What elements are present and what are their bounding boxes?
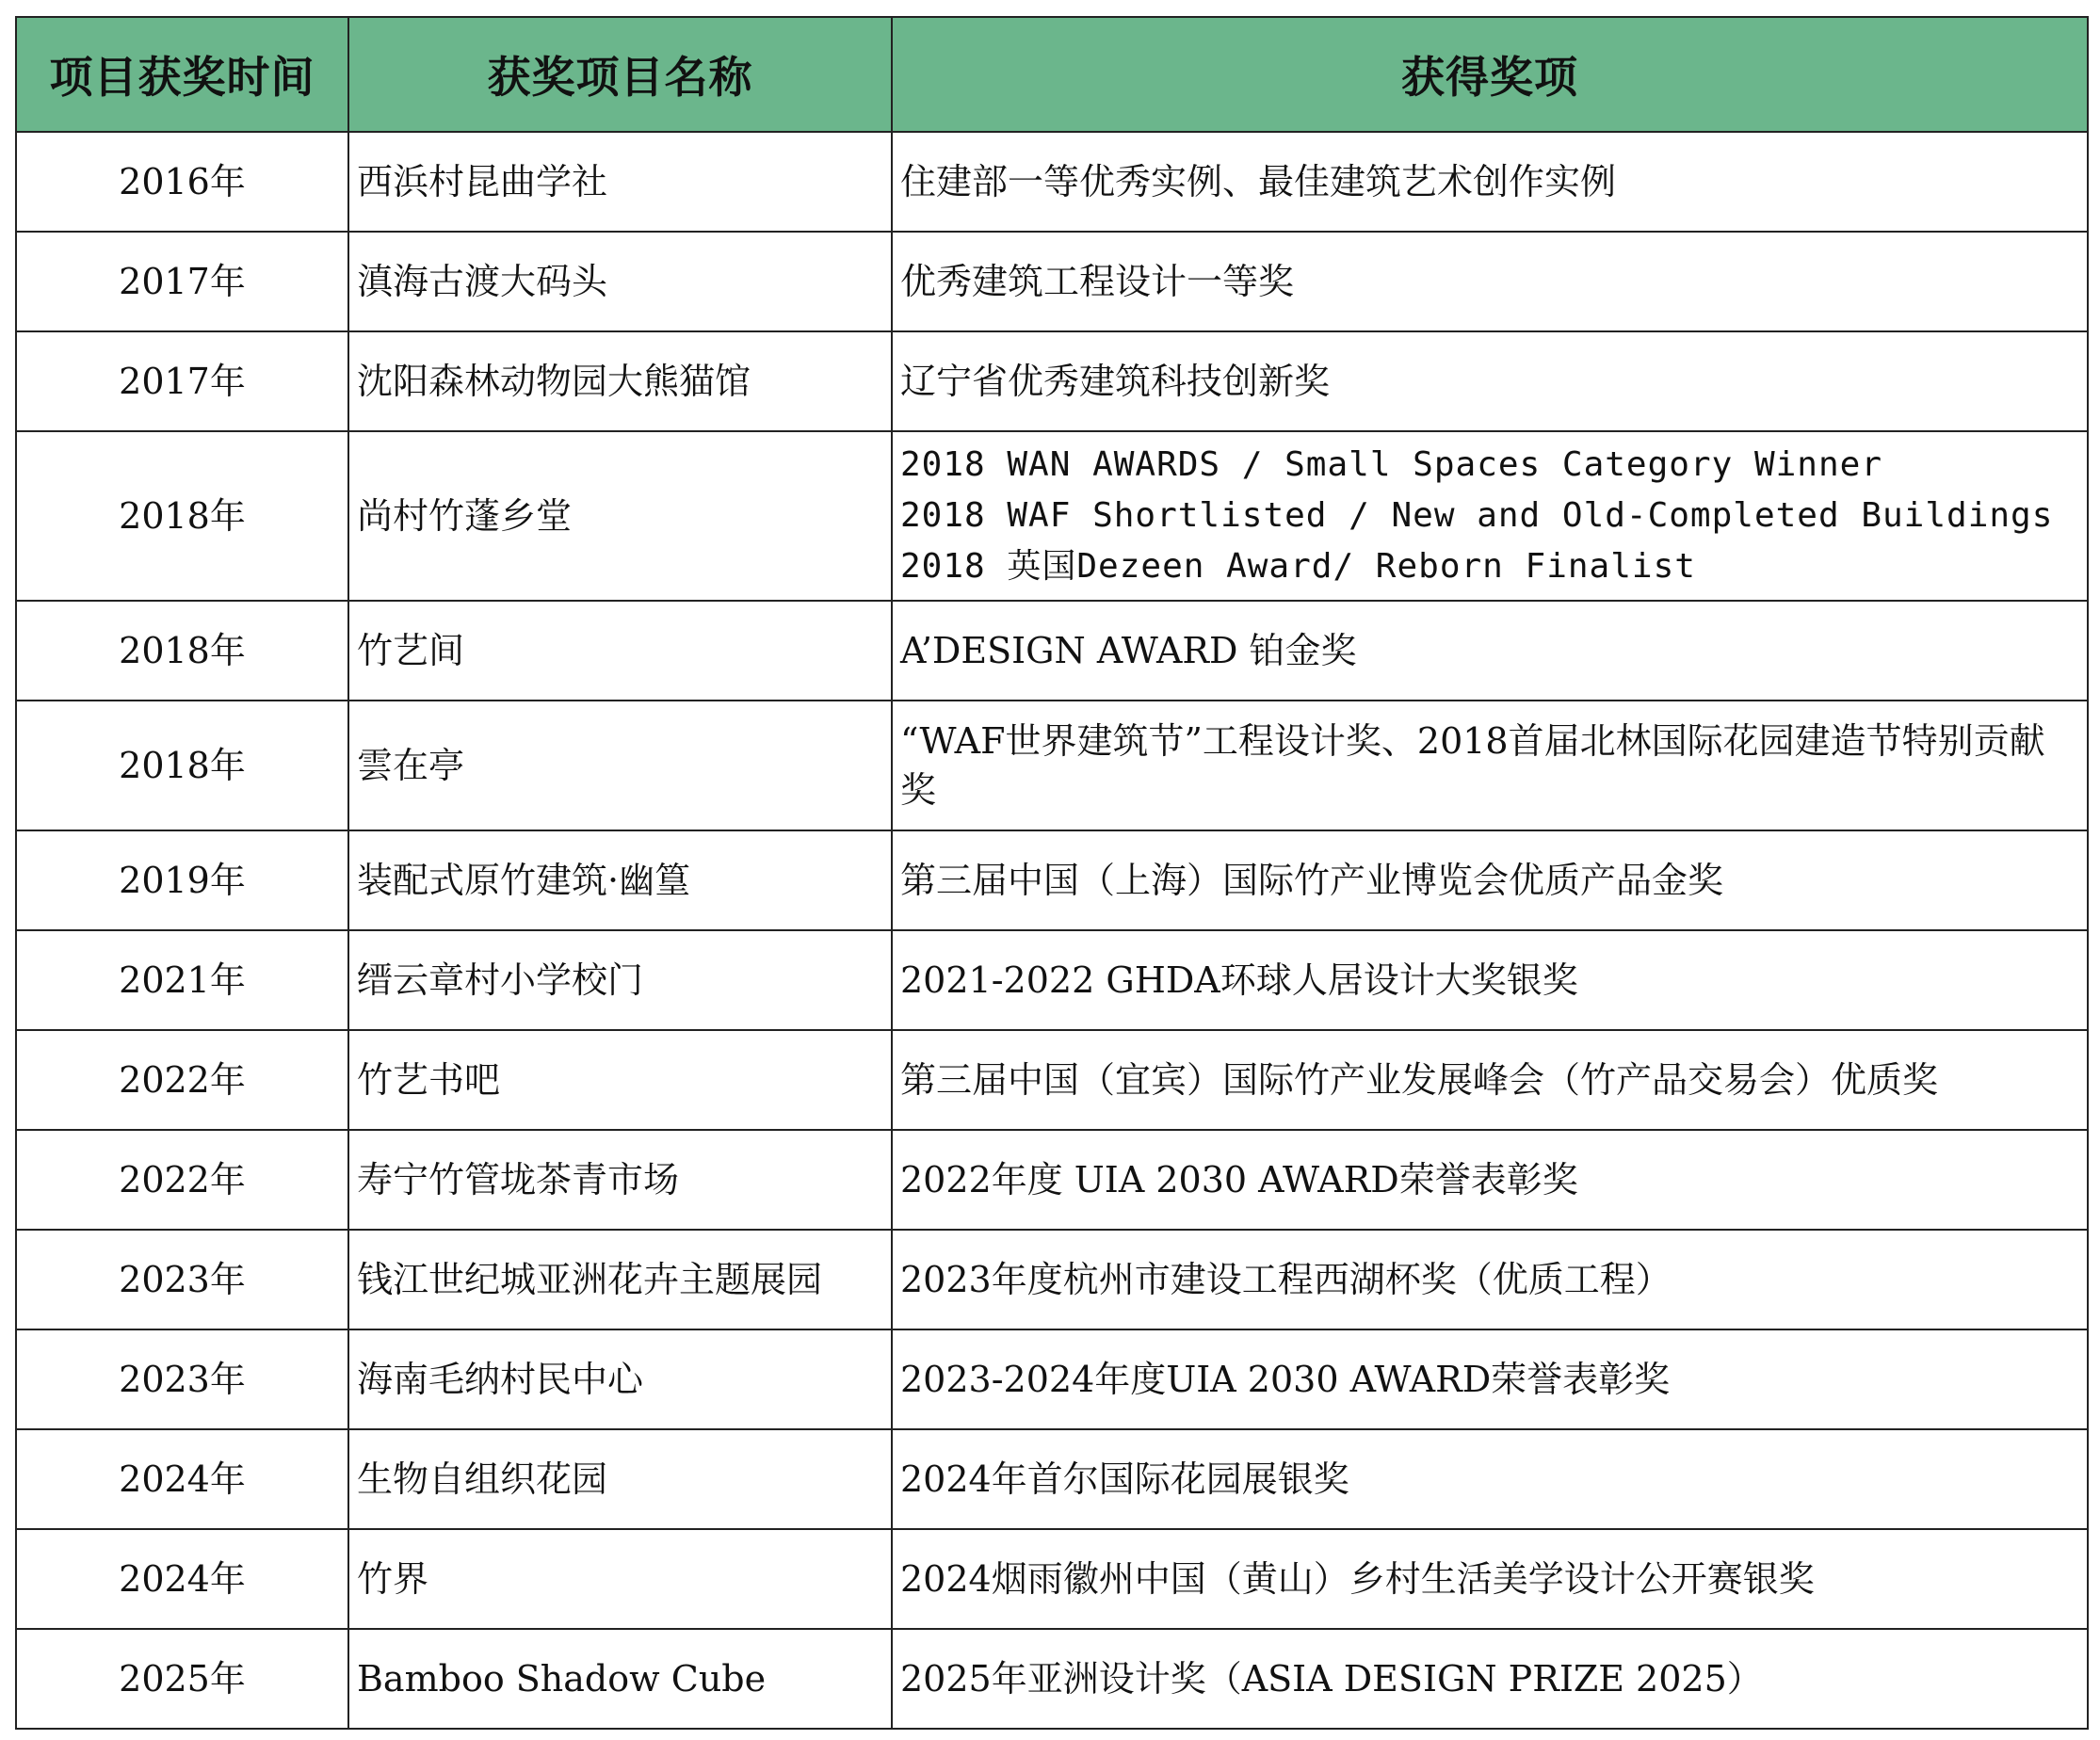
award-year-cell: 2017年 xyxy=(16,232,348,331)
table-row xyxy=(16,1130,2088,1230)
award-year-cell: 2023年 xyxy=(16,1329,348,1429)
project-name-cell: 滇海古渡大码头 xyxy=(348,232,892,331)
award-year-cell: 2025年 xyxy=(16,1629,348,1729)
award-year-cell: 2022年 xyxy=(16,1030,348,1130)
award-year-cell: 2022年 xyxy=(16,1130,348,1230)
award-text: 2023-2024年度UIA 2030 AWARD荣誉表彰奖 xyxy=(900,1359,1671,1400)
award-text: 2024年首尔国际花园展银奖 xyxy=(900,1458,1349,1500)
header-project-name: 获奖项目名称 xyxy=(348,17,892,132)
awards-cell xyxy=(892,331,2088,431)
table-row xyxy=(16,830,2088,930)
project-name-cell: 竹艺书吧 xyxy=(348,1030,892,1130)
table-row xyxy=(16,930,2088,1030)
award-text: 2022年度 UIA 2030 AWARD荣誉表彰奖 xyxy=(900,1159,1578,1200)
header-awards-received: 获得奖项 xyxy=(892,17,2088,132)
project-name-cell: 尚村竹蓬乡堂 xyxy=(348,431,892,601)
award-year-cell: 2018年 xyxy=(16,431,348,601)
awards-cell xyxy=(892,431,2088,601)
award-text: 2023年度杭州市建设工程西湖杯奖（优质工程） xyxy=(900,1259,1672,1300)
awards-cell xyxy=(892,1429,2088,1529)
award-text: 2021-2022 GHDA环球人居设计大奖银奖 xyxy=(900,959,1578,1001)
award-text: 2018 英国Dezeen Award/ Reborn Finalist xyxy=(900,547,1696,586)
awards-cell xyxy=(892,1030,2088,1130)
awards-cell xyxy=(892,132,2088,232)
table-row xyxy=(16,1429,2088,1529)
awards-table-body xyxy=(16,132,2088,1729)
award-year-cell: 2024年 xyxy=(16,1529,348,1629)
award-year-cell: 2016年 xyxy=(16,132,348,232)
project-name-cell: 沈阳森林动物园大熊猫馆 xyxy=(348,331,892,431)
table-row xyxy=(16,132,2088,232)
awards-cell xyxy=(892,701,2088,830)
awards-cell xyxy=(892,830,2088,930)
award-text: 优秀建筑工程设计一等奖 xyxy=(900,261,1295,302)
awards-cell xyxy=(892,1130,2088,1230)
table-row xyxy=(16,1529,2088,1629)
table-row xyxy=(16,701,2088,830)
awards-cell xyxy=(892,930,2088,1030)
project-name-cell: 西浜村昆曲学社 xyxy=(348,132,892,232)
awards-cell xyxy=(892,232,2088,331)
project-name-cell: 雲在亭 xyxy=(348,701,892,830)
table-row xyxy=(16,431,2088,601)
table-row xyxy=(16,1030,2088,1130)
award-text: A’DESIGN AWARD 铂金奖 xyxy=(900,630,1357,671)
award-text: 2018 WAF Shortlisted / New and Old-Completed Buildings xyxy=(900,496,2054,535)
project-name-cell: 钱江世纪城亚洲花卉主题展园 xyxy=(348,1230,892,1329)
awards-cell xyxy=(892,1629,2088,1729)
table-row xyxy=(16,1230,2088,1329)
awards-cell xyxy=(892,601,2088,701)
project-name-cell: 竹艺间 xyxy=(348,601,892,701)
table-row xyxy=(16,1329,2088,1429)
project-name-cell: 海南毛纳村民中心 xyxy=(348,1329,892,1429)
award-year-cell: 2024年 xyxy=(16,1429,348,1529)
awards-cell xyxy=(892,1329,2088,1429)
award-text: “WAF世界建筑节”工程设计奖、2018首届北林国际花园建造节特别贡献奖 xyxy=(900,720,2045,811)
award-year-cell: 2018年 xyxy=(16,601,348,701)
table-row xyxy=(16,232,2088,331)
award-year-cell: 2019年 xyxy=(16,830,348,930)
award-text: 辽宁省优秀建筑科技创新奖 xyxy=(900,361,1331,402)
awards-table xyxy=(15,16,2089,1730)
table-row xyxy=(16,1629,2088,1729)
awards-cell xyxy=(892,1230,2088,1329)
awards-cell xyxy=(892,1529,2088,1629)
project-name-cell: 缙云章村小学校门 xyxy=(348,930,892,1030)
project-name-cell: 生物自组织花园 xyxy=(348,1429,892,1529)
table-row xyxy=(16,331,2088,431)
award-year-cell: 2021年 xyxy=(16,930,348,1030)
award-text: 第三届中国（上海）国际竹产业博览会优质产品金奖 xyxy=(900,860,1724,901)
project-name-cell: Bamboo Shadow Cube xyxy=(348,1629,892,1729)
award-text: 2025年亚洲设计奖（ASIA DESIGN PRIZE 2025） xyxy=(900,1658,1763,1700)
header-award-year: 项目获奖时间 xyxy=(16,17,348,132)
project-name-cell: 竹界 xyxy=(348,1529,892,1629)
award-year-cell: 2023年 xyxy=(16,1230,348,1329)
project-name-cell: 寿宁竹管垅茶青市场 xyxy=(348,1130,892,1230)
award-text: 2018 WAN AWARDS / Small Spaces Category Winner xyxy=(900,445,1882,484)
award-year-cell: 2018年 xyxy=(16,701,348,830)
award-text: 住建部一等优秀实例、最佳建筑艺术创作实例 xyxy=(900,161,1617,202)
header-row xyxy=(16,17,2088,132)
table-row xyxy=(16,601,2088,701)
award-text: 第三届中国（宜宾）国际竹产业发展峰会（竹产品交易会）优质奖 xyxy=(900,1059,1939,1101)
project-name-cell: 装配式原竹建筑·幽篁 xyxy=(348,830,892,930)
award-text: 2024烟雨徽州中国（黄山）乡村生活美学设计公开赛银奖 xyxy=(900,1558,1815,1600)
award-year-cell: 2017年 xyxy=(16,331,348,431)
